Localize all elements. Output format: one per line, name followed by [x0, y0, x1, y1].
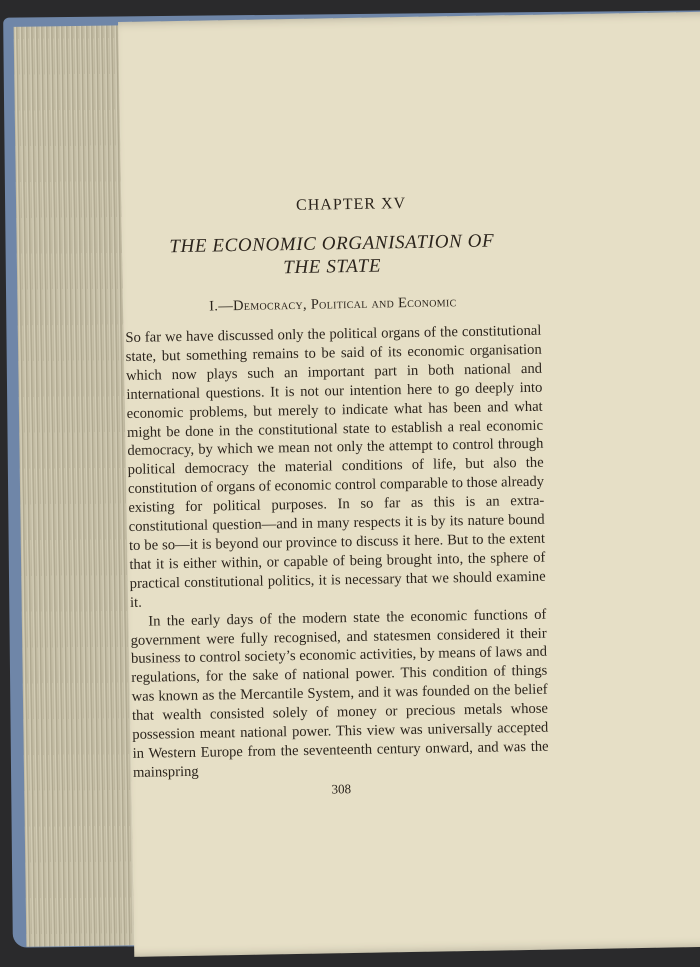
paragraph-1: So far we have discussed only the political organs of the constitutional state, but something remains to be said of its economic organisation which now plays such an important part in both national and international questions. It is not our intention here to go deeply into economic problems, but merely to indicate what has been and what might be done in the constitutional state to establish a real economic democracy, by which we mean not only the attempt to control through political democracy the material conditions of life, but also the constitution of organs of economic control comparable to those already existing for political purposes. In so far as this is an extra-constitutional question—and in many respects it is by its nature bound to be so—it is beyond our province to discuss it here. But to the extent that it is either within, or capable of being brought into, the sphere of practical constitutional politics, it is necessary that we should examine it.: [125, 322, 546, 611]
page-content: [123, 193, 549, 801]
chapter-title-line-2: THE STATE: [283, 255, 382, 279]
page-number: 308: [331, 780, 352, 797]
chapter-title-line-1: THE ECONOMIC ORGANISATION OF: [169, 230, 495, 258]
chapter-title: [124, 229, 541, 282]
chapter-number: CHAPTER XV: [295, 195, 407, 214]
paragraph-2: In the early days of the modern state the economic functions of government were fully recognised, and statesmen considered it their business to control society’s economic activities, by means of laws and regulations, for the sake of national power. This condition of things was known as the Mercantile System, and it was founded on the belief that wealth consisted solely of money or precious metals whose possession meant national power. This view was universally accepted in Western Europe from the seventeenth century onward, and was the mainspring: [130, 606, 549, 781]
section-heading: I.—Democracy, Political and Economic: [209, 294, 457, 315]
